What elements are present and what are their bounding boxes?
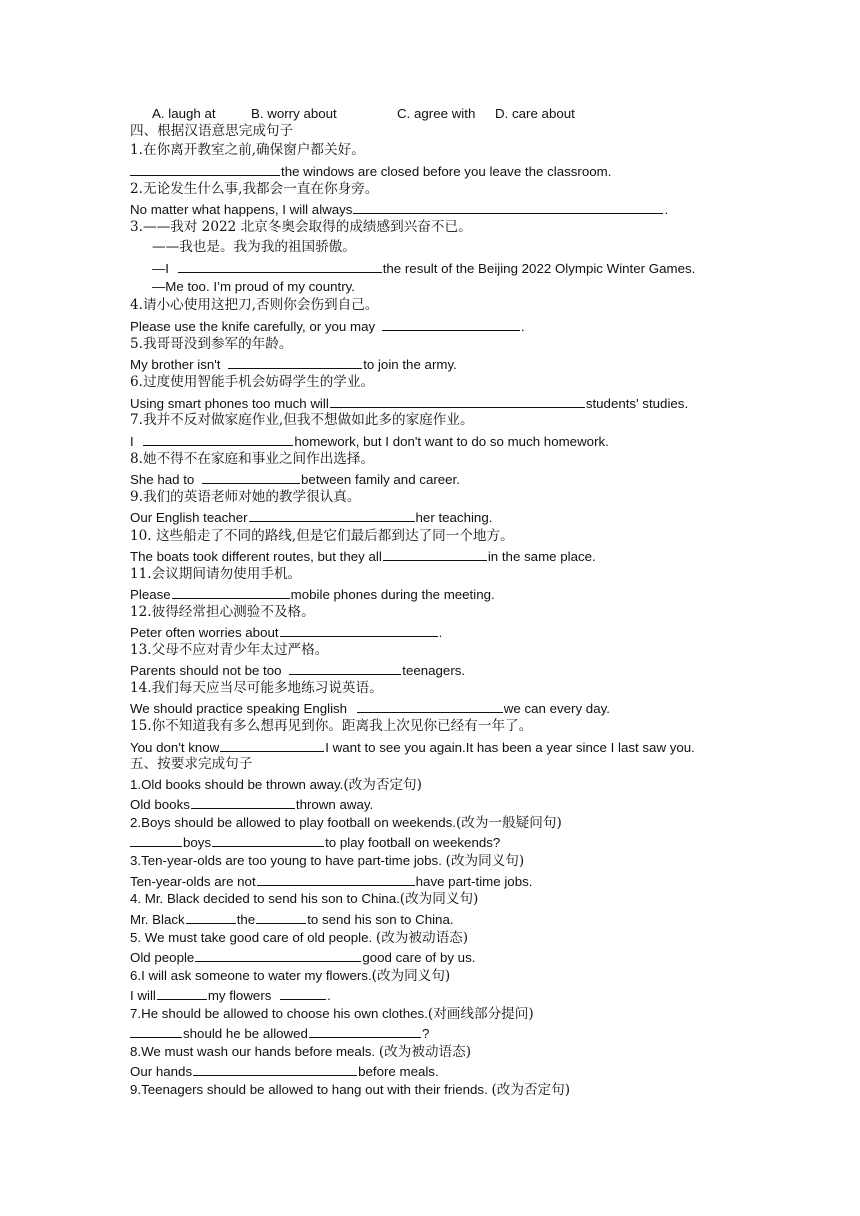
s4-q5-chinese: 5.我哥哥没到参军的年龄。: [130, 336, 293, 352]
s4-q1-chinese: 1.在你离开教室之前,确保窗户都关好。: [130, 142, 365, 158]
answer-blank[interactable]: [353, 199, 663, 214]
s4-q7-english: I homework, but I don't want to do so much homework.: [130, 431, 609, 450]
s4-q1-english: the windows are closed before you leave the classroom.: [130, 161, 611, 180]
option-d: D. care about: [495, 106, 575, 121]
answer-blank[interactable]: [157, 985, 207, 1000]
answer-blank[interactable]: [130, 1023, 182, 1038]
answer-blank[interactable]: [130, 832, 182, 847]
answer-blank[interactable]: [202, 469, 300, 484]
s5-q7-answer: should he be allowed ?: [130, 1023, 429, 1042]
s4-q14-english: We should practice speaking English we can every day.: [130, 698, 610, 717]
s4-q6-chinese: 6.过度使用智能手机会妨碍学生的学业。: [130, 374, 375, 390]
s4-q8-chinese: 8.她不得不在家庭和事业之间作出选择。: [130, 451, 375, 467]
s4-q3-chinese-reply: ——我也是。我为我的祖国骄傲。: [152, 239, 356, 255]
answer-blank[interactable]: [289, 660, 401, 675]
section-4-title: 四、根据汉语意思完成句子: [130, 123, 294, 139]
s4-q13-chinese: 13.父母不应对青少年太过严格。: [130, 642, 329, 658]
s4-q11-english: Please mobile phones during the meeting.: [130, 584, 495, 603]
s4-q10-chinese: 10. 这些船走了不同的路线,但是它们最后都到达了同一个地方。: [130, 528, 514, 544]
s4-q9-english: Our English teacher her teaching.: [130, 507, 492, 526]
answer-blank[interactable]: [172, 584, 290, 599]
s5-q1-prompt: 1.Old books should be thrown away.(改为否定句): [130, 777, 422, 793]
s4-q12-english: Peter often worries about .: [130, 622, 442, 641]
s4-q5-english: My brother isn't to join the army.: [130, 354, 457, 373]
answer-blank[interactable]: [382, 316, 520, 331]
answer-blank[interactable]: [228, 354, 362, 369]
s5-q2-prompt: 2.Boys should be allowed to play football on weekends.(改为一般疑问句): [130, 815, 562, 831]
answer-blank[interactable]: [195, 947, 361, 962]
answer-blank[interactable]: [130, 161, 280, 176]
answer-blank[interactable]: [212, 832, 324, 847]
answer-blank[interactable]: [178, 258, 382, 273]
s4-q15-chinese: 15.你不知道我有多么想再见到你。距离我上次见你已经有一年了。: [130, 718, 533, 734]
s4-q10-english: The boats took different routes, but they all in the same place.: [130, 546, 596, 565]
answer-blank[interactable]: [280, 622, 438, 637]
answer-blank[interactable]: [186, 909, 236, 924]
s5-q4-answer: Mr. Black the to send his son to China.: [130, 909, 454, 928]
s5-q2-answer: boys to play football on weekends?: [130, 832, 500, 851]
s4-q7-chinese: 7.我并不反对做家庭作业,但我不想做如此多的家庭作业。: [130, 412, 474, 428]
option-b: B. worry about: [251, 106, 337, 121]
s5-q6-prompt: 6.I will ask someone to water my flowers.(改为同义句): [130, 968, 451, 984]
s4-q12-chinese: 12.彼得经常担心测验不及格。: [130, 604, 315, 620]
s5-q5-answer: Old people good care of by us.: [130, 947, 475, 966]
answer-blank[interactable]: [191, 794, 295, 809]
section-5-title: 五、按要求完成句子: [130, 756, 253, 772]
answer-blank[interactable]: [220, 737, 324, 752]
answer-blank[interactable]: [256, 909, 306, 924]
answer-blank[interactable]: [383, 546, 487, 561]
s4-q9-chinese: 9.我们的英语老师对她的教学很认真。: [130, 489, 361, 505]
s4-q13-english: Parents should not be too teenagers.: [130, 660, 465, 679]
s4-q11-chinese: 11.会议期间请勿使用手机。: [130, 566, 302, 582]
s5-q5-prompt: 5. We must take good care of old people. (改为被动语态): [130, 930, 469, 946]
s4-q4-chinese: 4.请小心使用这把刀,否则你会伤到自己。: [130, 297, 379, 313]
answer-blank[interactable]: [330, 393, 585, 408]
answer-blank[interactable]: [309, 1023, 421, 1038]
s5-q3-answer: Ten-year-olds are not have part-time jobs.: [130, 871, 532, 890]
s4-q15-english: You don't know I want to see you again.It has been a year since I last saw you.: [130, 737, 695, 756]
s5-q8-prompt: 8.We must wash our hands before meals. (改为被动语态): [130, 1044, 471, 1060]
answer-blank[interactable]: [257, 871, 415, 886]
s5-q9-prompt: 9.Teenagers should be allowed to hang out with their friends. (改为否定句): [130, 1082, 571, 1098]
s4-q14-chinese: 14.我们每天应当尽可能多地练习说英语。: [130, 680, 383, 696]
s5-q3-prompt: 3.Ten-year-olds are too young to have part-time jobs. (改为同义句): [130, 853, 525, 869]
s4-q2-english: No matter what happens, I will always .: [130, 199, 668, 218]
answer-blank[interactable]: [280, 985, 326, 1000]
s5-q6-answer: I will my flowers .: [130, 985, 331, 1004]
answer-blank[interactable]: [357, 698, 503, 713]
answer-blank[interactable]: [249, 507, 415, 522]
s5-q1-answer: Old books thrown away.: [130, 794, 373, 813]
s4-q8-english: She had to between family and career.: [130, 469, 460, 488]
s4-q6-english: Using smart phones too much will students' studies.: [130, 393, 688, 412]
answer-blank[interactable]: [143, 431, 293, 446]
option-c: C. agree with: [397, 106, 476, 121]
s5-q7-prompt: 7.He should be allowed to choose his own clothes.(对画线部分提问): [130, 1006, 534, 1022]
s4-q3-chinese: 3.——我对 2022 北京冬奥会取得的成绩感到兴奋不已。: [130, 219, 472, 235]
option-a: A. laugh at: [152, 106, 216, 121]
s5-q4-prompt: 4. Mr. Black decided to send his son to China.(改为同义句): [130, 891, 479, 907]
s4-q4-english: Please use the knife carefully, or you may .: [130, 316, 525, 335]
s4-q3-english-reply: —Me too. I’m proud of my country.: [152, 279, 355, 294]
s4-q2-chinese: 2.无论发生什么事,我都会一直在你身旁。: [130, 181, 379, 197]
answer-blank[interactable]: [193, 1061, 357, 1076]
s5-q8-answer: Our hands before meals.: [130, 1061, 439, 1080]
s4-q3-english: —I the result of the Beijing 2022 Olympic Winter Games.: [152, 258, 695, 277]
